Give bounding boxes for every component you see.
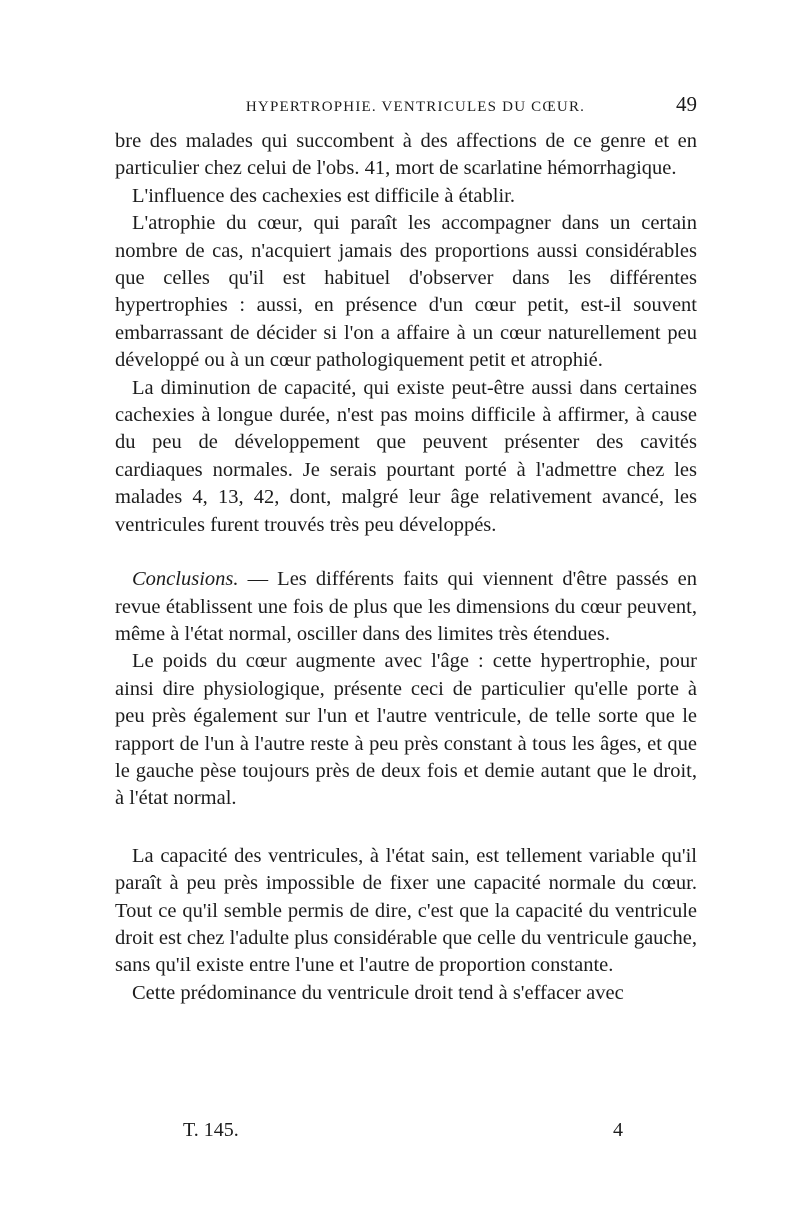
signature-mark: T. 145. [183, 1119, 239, 1141]
paragraph: Cette prédominance du ventricule droit tend à s'effacer avec [132, 981, 624, 1004]
book-page [115, 92, 697, 1007]
page-number: 49 [676, 92, 697, 116]
paragraph: La diminution de capacité, qui existe peut-être aussi dans certaines cachexies à longue durée, n'est pas moins difficile à affirmer, à cause du peu de développement que peuvent présenter des cavités cardiaques normales. Je serais pourtant porté à l'admettre chez les malades 4, 13, 42, dont, malgré leur âge relativement avancé, les ventricules furent trouvés très peu développés. [115, 376, 697, 536]
section-lead: Conclusions. [132, 568, 239, 591]
paragraph: bre des malades qui succombent à des affections de ce genre et en particulier chez celui de l'obs. 41, mort de scarlatine hémorrhagique. [115, 130, 697, 180]
paragraph-text: — Les différents faits qui viennent d'être passés en revue établissent une fois de plus que les dimensions du cœur peuvent, même à l'état normal, osciller dans des limites très étendues. [115, 568, 697, 645]
paragraph: L'influence des cachexies est difficile à établir. [132, 184, 515, 207]
running-head: HYPERTROPHIE. VENTRICULES DU CŒUR. [245, 99, 586, 115]
paragraph: L'atrophie du cœur, qui paraît les accompagner dans un certain nombre de cas, n'acquiert jamais des proportions aussi considérables que celles qu'il est habituel d'observer dans les différentes hypertrophies : aussi, en présence d'un cœur petit, est-il souvent embarrassant de décider si l'on a affaire à un cœur naturellement peu développé ou à un cœur pathologiquement petit et atrophié. [115, 212, 697, 372]
body-text [115, 128, 697, 1007]
conclusions-paragraph [115, 566, 697, 648]
page-footer [183, 1119, 623, 1142]
paragraph: Le poids du cœur augmente avec l'âge : cette hypertrophie, pour ainsi dire physiologique, présente ceci de particulier qu'elle porte à peu près également sur l'un et l'autre ventricule, de telle sorte que le rapport de l'un à l'autre reste à peu près constant à tous les âges, et que le gauche pèse toujours près de deux fois et demie autant que le droit, à l'état normal. [115, 650, 697, 810]
sheet-number: 4 [613, 1119, 623, 1141]
page-header [115, 92, 697, 128]
paragraph: La capacité des ventricules, à l'état sain, est tellement variable qu'il paraît à peu près impossible de fixer une capacité normale du cœur. Tout ce qu'il semble permis de dire, c'est que la capacité du ventricule droit est chez l'adulte plus considérable que celle du ventricule gauche, sans qu'il existe entre l'une et l'autre de proportion constante. [115, 844, 697, 977]
